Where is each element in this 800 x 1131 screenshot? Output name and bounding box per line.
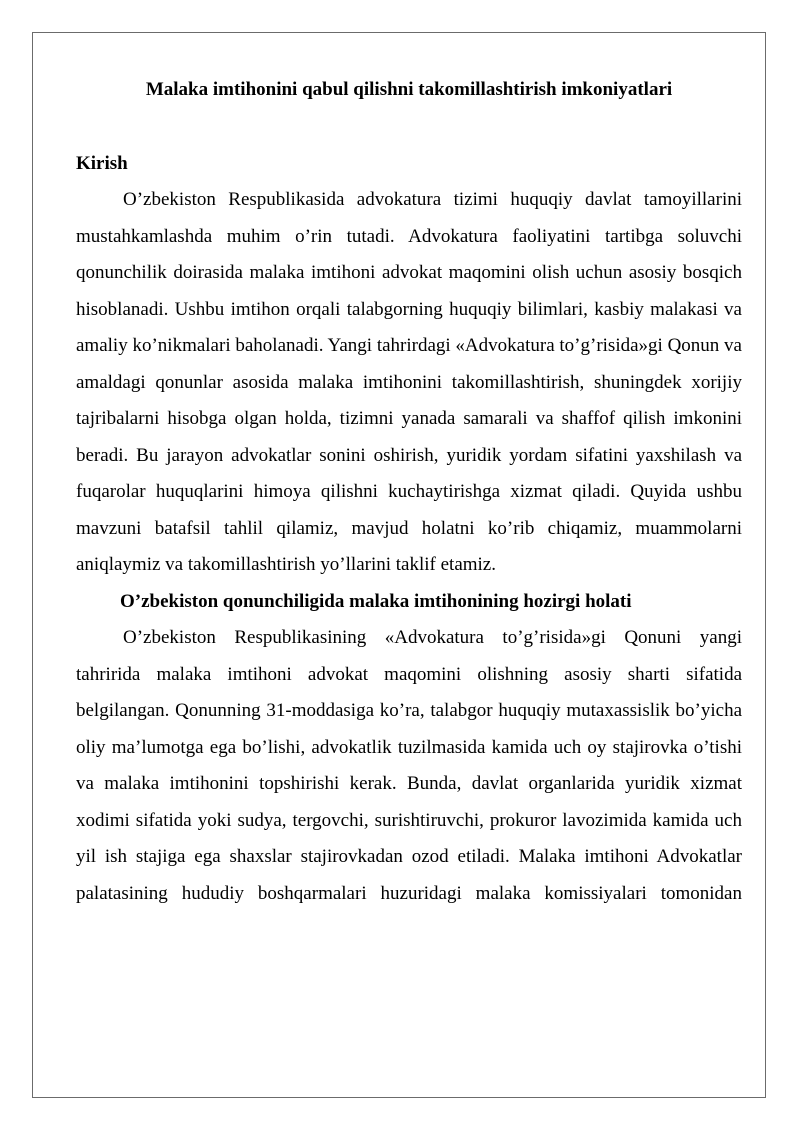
section-paragraph: O’zbekiston Respublikasining «Advokatura to’g’risida»gi Qonuni yangi tahririda malaka imtihoni advokat maqomini olishning asosiy sharti sifatida belgilangan. Qonunning 31-moddasiga ko’ra, talabgor huquqiy mutaxassislik bo’yicha oliy ma’lumotga ega bo’lishi, advokatlik tuzilmasida kamida uch oy stajirovka o’tishi va malaka imtihonini topshirishi kerak. Bunda, davlat organlarida yuridik xizmat xodimi sifatida yoki sudya, tergovchi, surishtiruvchi, prokuror lavozimida kamida uch yil ish stajiga ega shaxslar stajirovkadan ozod etiladi. Malaka imtihoni Advokatlar palatasining hududiy boshqarmalari huzuridagi malaka komissiyalari tomonidan (76, 627, 742, 904)
document-title: Malaka imtihonini qabul qilishni takomillashtirish imkoniyatlari (145, 79, 673, 100)
intro-paragraph: O’zbekiston Respublikasida advokatura tizimi huquqiy davlat tamoyillarini mustahkamlashda muhim o’rin tutadi. Advokatura faoliyatini tartibga soluvchi qonunchilik doirasida malaka imtihoni advokat maqomini olish uchun asosiy bosqich hisoblanadi. Ushbu imtihon orqali talabgorning huquqiy bilimlari, kasbiy malakasi va amaliy ko’nikmalari baholanadi. Yangi tahrirdagi «Advokatura to’g’risida»gi Qonun va amaldagi qonunlar asosida malaka imtihonini takomillashtirish, shuningdek xorijiy tajribalarni hisobga olgan holda, tizimni yanada samarali va shaffof qilish imkonini beradi. Bu jarayon advokatlar sonini oshirish, yuridik yordam sifatini yaxshilash va fuqarolar huquqlarini himoya qilishni kuchaytirishga xizmat qiladi. Quyida ushbu mavzuni batafsil tahlil qilamiz, mavjud holatni ko’rib chiqamiz, muammolarni aniqlaymiz va takomillashtirish yo’llarini taklif etamiz. (76, 189, 742, 575)
intro-heading: Kirish (76, 153, 128, 174)
document-body (76, 72, 742, 912)
section-heading-current-state: O’zbekiston qonunchiligida malaka imtihonining hozirgi holati (120, 590, 632, 612)
